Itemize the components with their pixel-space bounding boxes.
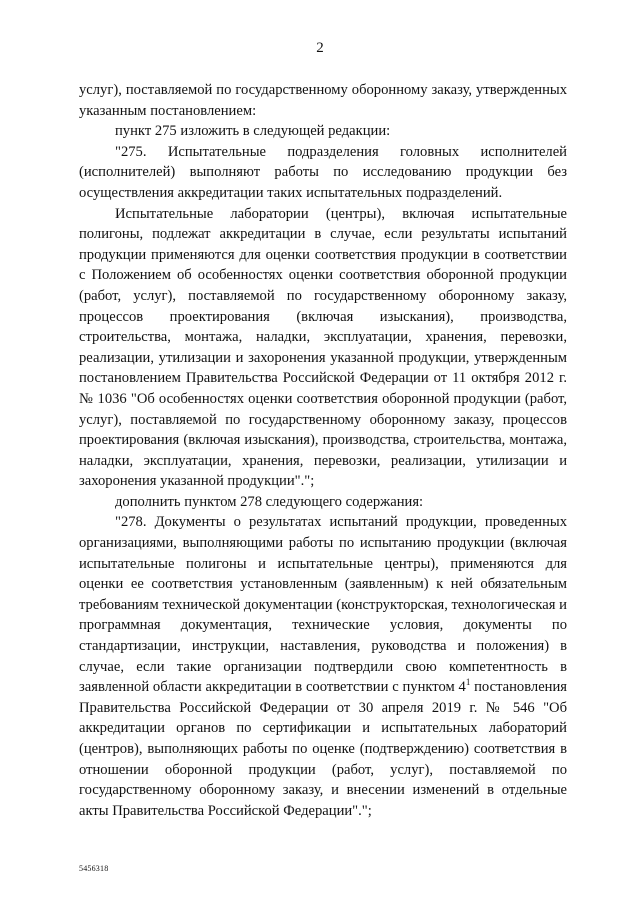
paragraph-275-text: "275. Испытательные подразделения головных исполнителей (исполнителей) выполняют работы по исследованию продукции без осуществления аккредитации таких испытательных подразделений.: [79, 143, 567, 201]
paragraph-278-text-after: постановления Правительства Российской Федерации от 30 апреля 2019 г. № 546 "Об аккредитации органов по сертификации и испытательных лабораторий (центров), выполняющих работы по оценке (подтверждению) соответствия в отношении оборонной продукции (работ, услуг), поставляемой по государственному оборонному заказу, и внесении изменений в отдельные акты Правительства Российской Федерации".";: [79, 679, 568, 819]
paragraph-amend-275: пункт 275 изложить в следующей редакции:: [115, 123, 391, 140]
document-body: [79, 80, 567, 821]
paragraph-testing-labs: Испытательные лаборатории (центры), включая испытательные полигоны, подлежат аккредитации в случае, если результаты испытаний продукции применяются для оценки соответствия продукции в соответствии с Положением об особенностях оценки соответствия оборонной продукции (работ, услуг), поставляемой по государственному оборонному заказу, процессов проектирования (включая изыскания), производства, строительства, монтажа, наладки, эксплуатации, хранения, перевозки, реализации, утилизации и захоронения указанной продукции, утвержденным постановлением Правительства Российской Федерации от 11 октября 2012 г. № 1036 "Об особенностях оценки соответствия оборонной продукции (работ, услуг), поставляемой по государственному оборонному заказу, процессов проектирования (включая изыскания), производства, строительства, монтажа, наладки, эксплуатации, хранения, перевозки, реализации, утилизации и захоронения указанной продукции".";: [79, 205, 567, 490]
paragraph-278-text: [79, 512, 567, 821]
paragraph-278-text-before: "278. Документы о результатах испытаний продукции, проведенных организациями, выполняющими работы по испытанию продукции (включая испытательные полигоны и испытательные центры), применяются для оценки ее соответствия установленным (заявленным) к ней обязательным требованиям технической документации (конструкторская, технологическая и программная документация, технические условия, документы по стандартизации, инструкции, наставления, руководства и положения) в случае, если такие организации подтвердили свою компетентность в заявленной области аккредитации в соответствии с пунктом 4: [79, 514, 567, 696]
document-code: 5456318: [79, 864, 109, 873]
paragraph-continuation: услуг), поставляемой по государственному оборонному заказу, утвержденных указанным постановлением:: [79, 82, 567, 119]
page-number: 2: [316, 40, 324, 56]
paragraph-add-278: дополнить пунктом 278 следующего содержания:: [115, 493, 424, 510]
footnote-superscript: 1: [465, 677, 471, 688]
